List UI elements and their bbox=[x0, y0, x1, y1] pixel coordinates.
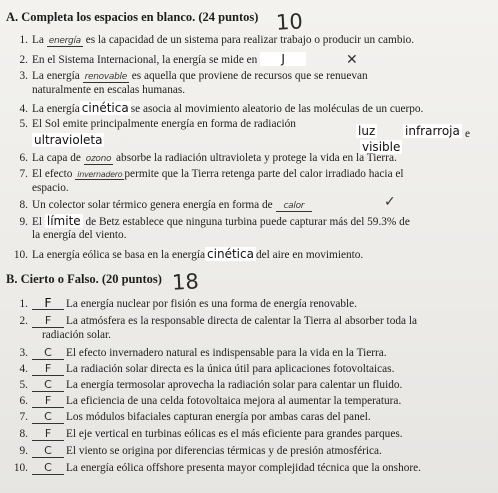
a-item-3-cont: naturalmente en escalas humanas. bbox=[32, 84, 186, 96]
b-answer-1: F bbox=[32, 296, 64, 310]
a-item-7: 7. El efecto invernadero permite que la Tierra retenga parte del calor irradiado hacia el bbox=[19, 168, 404, 180]
cross-mark-icon: ✕ bbox=[346, 52, 358, 68]
b-item-9: 9. C El viento se origina por diferencias térmicas y de presión atmosférica. bbox=[19, 444, 382, 457]
a-answer-3: renovable bbox=[84, 72, 127, 82]
a-answer-10: cinética bbox=[207, 247, 254, 261]
a-answer-2: J bbox=[260, 52, 306, 66]
b-answer-2: F bbox=[32, 314, 64, 328]
b-answer-8: F bbox=[32, 427, 64, 441]
a-answer-5-luz: luz bbox=[358, 124, 376, 138]
a-answer-5-infrarroja: infrarroja bbox=[405, 124, 460, 138]
a-item-9: 9. El límite de Betz establece que ninguna turbina puede capturar más del 59.3% de bbox=[19, 214, 410, 228]
a-item-9-cont: la energía del viento. bbox=[32, 229, 127, 241]
a-item-2: 2. En el Sistema Internacional, la energía se mide en J bbox=[8, 52, 306, 67]
section-a-score: 10 bbox=[275, 9, 304, 35]
b-item-10: 10. C La energía eólica offshore presenta mayor complejidad técnica que la onshore. bbox=[13, 461, 421, 474]
b-answer-3: C bbox=[32, 346, 64, 360]
section-b-title: B. Cierto o Falso. (20 puntos) bbox=[6, 272, 162, 286]
b-answer-6: F bbox=[32, 394, 64, 408]
a-item-5-sep: e bbox=[465, 128, 471, 140]
b-item-7: 7. C Los módulos bifaciales capturan energía por ambas caras del panel. bbox=[19, 410, 371, 423]
a-item-10: 10. La energía eólica se basa en la energía cinética del aire en movimiento. bbox=[13, 247, 364, 261]
b-item-4: 4. F La radiación solar directa es la única útil para aplicaciones fotovoltaicas. bbox=[19, 362, 395, 375]
a-answer-6: ozono bbox=[85, 154, 112, 164]
b-item-1: 1. F La energía nuclear por fisión es una forma de energía renovable. bbox=[19, 295, 357, 310]
a-answer-5-visible: visible bbox=[362, 140, 401, 154]
b-item-5: 5. C La energía termosolar aprovecha la radiación solar para calentar un fluido. bbox=[19, 378, 403, 391]
a-item-5: 5. El Sol emite principalmente energía en forma de radiación bbox=[19, 118, 296, 130]
a-item-1: 1. La energía es la capacidad de un sistema para realizar trabajo o producir un cambio. bbox=[19, 34, 415, 46]
a-answer-7: invernadero bbox=[77, 170, 123, 179]
b-answer-5: C bbox=[32, 378, 64, 392]
section-a-title: A. Completa los espacios en blanco. (24 puntos) bbox=[6, 10, 259, 24]
a-item-8: 8. Un colector solar térmico genera energía en forma de calor bbox=[8, 199, 312, 213]
b-item-8: 8. F El eje vertical en turbinas eólicas es el más eficiente para grandes parques. bbox=[19, 427, 403, 440]
a-answer-8: calor bbox=[276, 201, 313, 212]
a-answer-5-ultravioleta: ultravioleta bbox=[34, 133, 103, 147]
a-item-4: 4. La energía cinética se asocia al movimiento aleatorio de las moléculas de un cuerpo. bbox=[19, 101, 424, 115]
a-item-7-cont: espacio. bbox=[32, 182, 69, 194]
a-answer-1: energía bbox=[48, 36, 81, 46]
a-item-6: 6. La capa de ozono absorbe la radiación ultravioleta y protege la vida en la Tierra. bbox=[19, 152, 397, 164]
a-item-3: 3. La energía renovable es aquella que proviene de recursos que se renuevan bbox=[19, 70, 368, 82]
a-answer-4: cinética bbox=[81, 101, 129, 115]
b-answer-7: C bbox=[32, 410, 64, 424]
b-item-2: 2. F La atmósfera es la responsable directa de calentar la Tierra al absorber toda la bbox=[19, 314, 417, 327]
b-item-3: 3. C El efecto invernadero natural es indispensable para la vida en la Tierra. bbox=[19, 346, 387, 359]
section-b-score: 18 bbox=[171, 269, 200, 295]
b-answer-10: C bbox=[32, 461, 64, 475]
b-answer-4: F bbox=[32, 362, 64, 376]
a-answer-9: límite bbox=[46, 214, 81, 228]
b-item-2-cont: radiación solar. bbox=[42, 329, 112, 341]
b-answer-9: C bbox=[32, 444, 64, 458]
b-item-6: 6. F La eficiencia de una celda fotovoltaica mejora al aumentar la temperatura. bbox=[19, 394, 402, 407]
check-mark-icon: ✓ bbox=[384, 194, 396, 210]
